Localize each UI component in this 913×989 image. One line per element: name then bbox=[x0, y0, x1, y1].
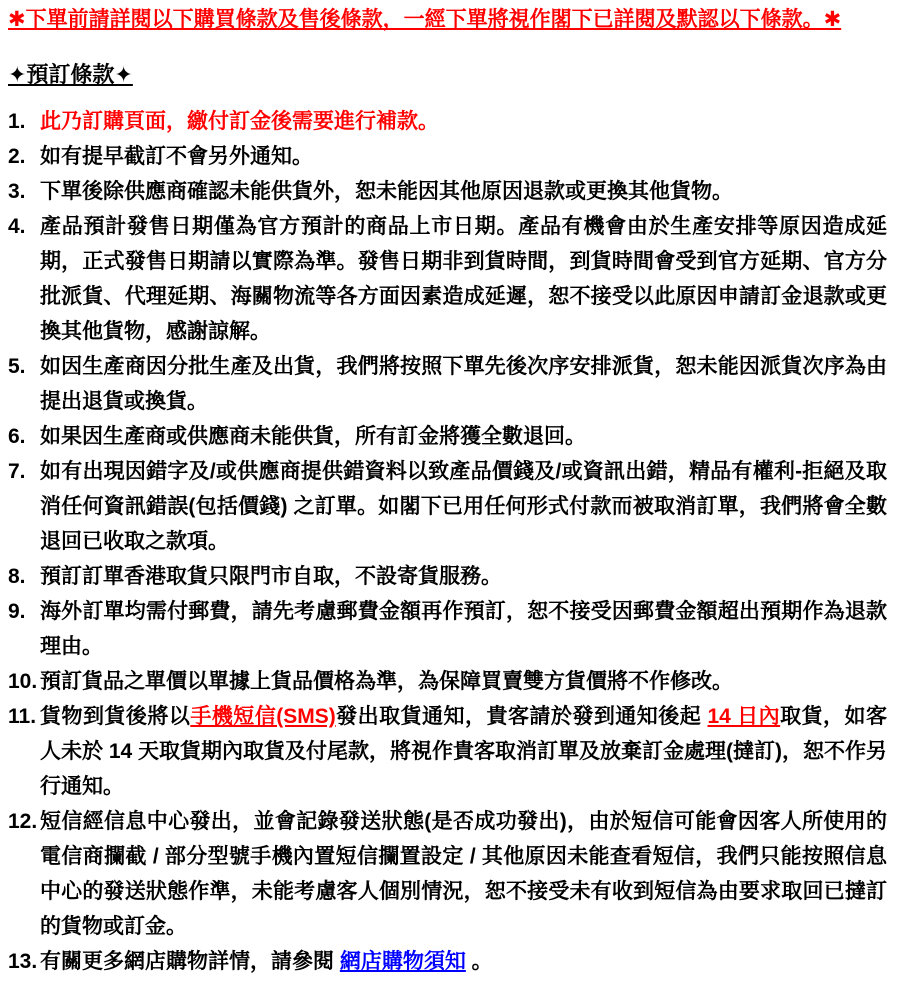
term-number: 6. bbox=[8, 425, 26, 448]
term-number: 5. bbox=[8, 355, 26, 378]
term-segment: 。 bbox=[465, 950, 493, 973]
term-segment: 如有出現因錯字及/或供應商提供錯資料以致產品價錢及/或資訊出錯，精品有權利-拒絕及取消任何資訊錯誤(包括價錢) 之訂單。如閣下已用任何形式付款而被取消訂單，我們將會全數退回已收取之款項。 bbox=[40, 460, 887, 553]
preorder-terms-title: ✦預訂條款✦ bbox=[8, 62, 133, 87]
term-number: 13. bbox=[8, 950, 38, 973]
term-text bbox=[40, 594, 887, 664]
term-segment: 產品預計發售日期僅為官方預計的商品上市日期。產品有機會由於生產安排等原因造成延期，正式發售日期請以實際為準。發售日期非到貨時間，到貨時間會受到官方延期、官方分批派貨、代理延期、海關物流等各方面因素造成延遲，恕不接受以此原因申請訂金退款或更換其他貨物，感謝諒解。 bbox=[40, 215, 887, 343]
term-item bbox=[8, 804, 887, 944]
term-segment: 此乃訂購頁面，繳付訂金後需要進行補款。 bbox=[40, 110, 439, 133]
term-item bbox=[8, 104, 887, 139]
term-text bbox=[40, 104, 887, 139]
term-text bbox=[40, 454, 887, 559]
term-item bbox=[8, 664, 887, 699]
term-segment: 14 日內 bbox=[707, 705, 781, 728]
term-segment: 短信經信息中心發出，並會記錄發送狀態(是否成功發出)，由於短信可能會因客人所使用的電信商攔截 / 部分型號手機內置短信攔置設定 / 其他原因未能查看短信，我們只能按照信息中心的發送狀態作準，未能考慮客人個別情況，恕不接受未有收到短信為由要求取回已撻訂的貨物或訂金。 bbox=[40, 810, 887, 938]
term-number: 1. bbox=[8, 110, 26, 133]
term-text bbox=[40, 209, 887, 349]
term-item bbox=[8, 454, 887, 559]
term-number: 10. bbox=[8, 670, 38, 693]
term-number: 12. bbox=[8, 810, 38, 833]
terms-list bbox=[8, 104, 887, 979]
term-item bbox=[8, 209, 887, 349]
term-text bbox=[40, 349, 887, 419]
term-segment: 發出取貨通知，貴客請於發到通知後起 bbox=[335, 705, 708, 728]
shop-guide-link[interactable]: 網店購物須知 bbox=[339, 950, 466, 973]
term-text bbox=[40, 174, 887, 209]
term-number: 9. bbox=[8, 600, 26, 623]
term-segment: 如有提早截訂不會另外通知。 bbox=[40, 145, 313, 168]
term-segment: 如因生產商因分批生產及出貨，我們將按照下單先後次序安排派貨，恕未能因派貨次序為由提出退貨或換貨。 bbox=[40, 355, 887, 413]
term-number: 2. bbox=[8, 145, 26, 168]
term-number: 11. bbox=[8, 705, 37, 728]
term-segment: 下單後除供應商確認未能供貨外，恕未能因其他原因退款或更換其他貨物。 bbox=[40, 180, 733, 203]
term-item bbox=[8, 349, 887, 419]
term-segment: 預訂訂單香港取貨只限門市自取，不設寄貨服務。 bbox=[40, 565, 502, 588]
term-number: 4. bbox=[8, 215, 26, 238]
term-item bbox=[8, 559, 887, 594]
term-item bbox=[8, 699, 887, 804]
term-item bbox=[8, 139, 887, 174]
term-text bbox=[40, 419, 887, 454]
term-item bbox=[8, 594, 887, 664]
term-segment: 取貨，如客人未於 14 天取貨期內取貨及付尾款，將視作貴客取消訂單及放棄訂金處理(撻訂)，恕不作另行通知。 bbox=[40, 705, 888, 798]
term-number: 8. bbox=[8, 565, 26, 588]
term-item bbox=[8, 419, 887, 454]
term-text bbox=[40, 944, 887, 979]
term-item bbox=[8, 944, 887, 979]
term-text bbox=[40, 664, 887, 699]
term-text bbox=[40, 804, 887, 944]
term-text bbox=[40, 139, 887, 174]
term-segment: 海外訂單均需付郵費，請先考慮郵費金額再作預訂，恕不接受因郵費金額超出預期作為退款理由。 bbox=[40, 600, 887, 658]
term-segment: 有關更多網店購物詳情，請參閱 bbox=[40, 950, 340, 973]
term-number: 7. bbox=[8, 460, 26, 483]
term-text bbox=[40, 699, 887, 804]
term-number: 3. bbox=[8, 180, 26, 203]
term-segment: 預訂貨品之單價以單據上貨品價格為準，為保障買賣雙方貨價將不作修改。 bbox=[40, 670, 733, 693]
term-text bbox=[40, 559, 887, 594]
term-segment: 如果因生產商或供應商未能供貨，所有訂金將獲全數退回。 bbox=[40, 425, 586, 448]
purchase-notice-header: ✱下單前請詳閱以下購買條款及售後條款，一經下單將視作閣下已詳閱及默認以下條款。✱ bbox=[8, 8, 842, 31]
term-segment: 手機短信(SMS) bbox=[190, 705, 336, 728]
term-segment: 貨物到貨後將以 bbox=[40, 705, 191, 728]
term-item bbox=[8, 174, 887, 209]
